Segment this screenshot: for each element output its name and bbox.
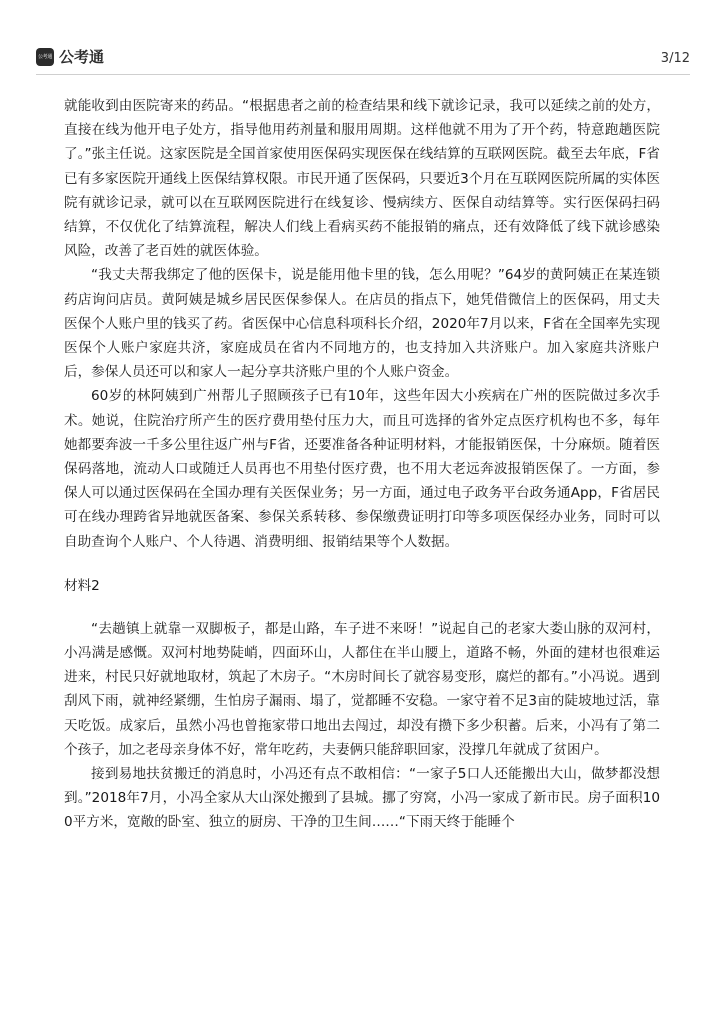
section-heading-material-2: 材料2: [64, 577, 100, 594]
paragraph-2: “我丈夫帮我绑定了他的医保卡，说是能用他卡里的钱，怎么用呢？”64岁的黄阿姨正在某连锁药店询问店员。黄阿姨是城乡居民医保参保人。在店员的指点下，她凭借微信上的医保码，用丈夫医保个人账户里的钱买了药。省医保中心信息科项科长介绍，2020年7月以来，F省在全国率先实现医保个人账户家庭共济，家庭成员在省内不同地方的，也支持加入共济账户。加入家庭共济账户后，参保人员还可以和家人一起分享共济账户里的个人账户资金。: [64, 267, 660, 381]
page-header: [0, 0, 724, 80]
paragraph-3: 60岁的林阿姨到广州帮儿子照顾孩子已有10年，这些年因大小疾病在广州的医院做过多次手术。她说，住院治疗所产生的医疗费用垫付压力大，而且可选择的省外定点医疗机构也不多，每年她都要奔波一千多公里往返广州与F省，还要准备各种证明材料，才能报销医保，十分麻烦。随着医保码落地，流动人口或随迁人员再也不用垫付医疗费，也不用大老远奔波报销医保了。一方面，参保人可以通过医保码在全国办理有关医保业务；另一方面，通过电子政务平台政务通App，F省居民可在线办理跨省异地就医备案、参保关系转移、参保缴费证明打印等多项医保经办业务，同时可以自助查询个人账户、个人待遇、消费明细、报销结果等个人数据。: [64, 388, 660, 550]
paragraph-4: “去趟镇上就靠一双脚板子，都是山路，车子进不来呀！”说起自己的老家大娄山脉的双河村，小冯满是感慨。双河村地势陡峭，四面环山，人都住在半山腰上，道路不畅，外面的建材也很难运进来，村民只好就地取材，筑起了木房子。“木房时间长了就容易变形，腐烂的都有。”小冯说。遇到刮风下雨，就神经紧绷，生怕房子漏雨、塌了，觉都睡不安稳。一家守着不足3亩的陡坡地过活，靠天吃饭。成家后，虽然小冯也曾拖家带口地出去闯过，却没有攒下多少积蓄。后来，小冯有了第二个孩子，加之老母亲身体不好，常年吃药，夫妻俩只能辞职回家，没撑几年就成了贫困户。: [64, 620, 660, 758]
page-number: 3/12: [660, 51, 690, 66]
header-divider: [36, 74, 690, 75]
logo-text: 公考通: [59, 48, 105, 66]
paragraph-1: 就能收到由医院寄来的药品。“根据患者之前的检查结果和线下就诊记录，我可以延续之前的处方，直接在线为他开电子处方，指导他用药剂量和服用周期。这样他就不用为了开个药，特意跑趟医院了。”张主任说。这家医院是全国首家使用医保码实现医保在线结算的互联网医院。截至去年底，F省已有多家医院开通线上医保结算权限。市民开通了医保码，只要近3个月在互联网医院所属的实体医院有就诊记录，就可以在互联网医院进行在线复诊、慢病续方、医保自动结算等。实行医保码扫码结算，不仅优化了结算流程，解决人们线上看病买药不能报销的痛点，还有效降低了线下就诊感染风险，改善了老百姓的就医体验。: [64, 98, 660, 260]
logo: [36, 46, 104, 68]
logo-icon: 公考通: [36, 48, 54, 66]
document-body: [64, 94, 660, 835]
paragraph-5: 接到易地扶贫搬迁的消息时，小冯还有点不敢相信：“一家子5口人还能搬出大山，做梦都没想到。”2018年7月，小冯全家从大山深处搬到了县城。挪了穷窝，小冯一家成了新市民。房子面积100平方米，宽敞的卧室、独立的厨房、干净的卫生间……“下雨天终于能睡个: [64, 766, 660, 831]
